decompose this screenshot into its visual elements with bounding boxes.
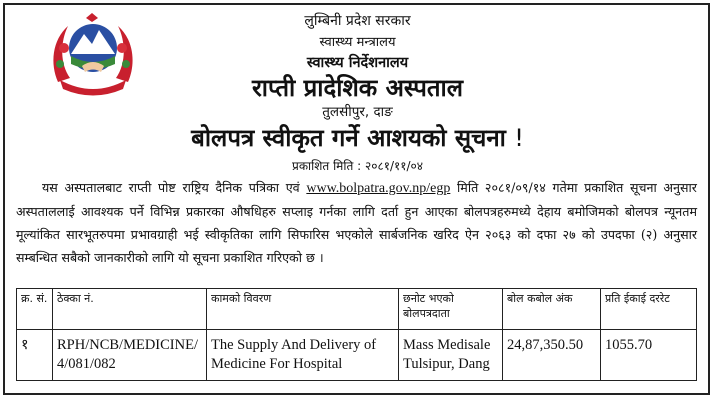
cell-bid-amount: 24,87,350.50	[503, 330, 601, 381]
header-serial-no: क्र. सं.	[17, 289, 53, 330]
awarded-bid-table	[16, 288, 697, 381]
notice-title-text: बोलपत्र स्वीकृत गर्ने आशयको सूचना	[191, 124, 506, 152]
notice-body	[16, 176, 697, 269]
cell-work-description: The Supply And Delivery of Medicine For Hospital	[207, 330, 399, 381]
cell-unit-rate: 1055.70	[601, 330, 697, 381]
cell-selected-bidder: Mass Medisale Tulsipur, Dang	[399, 330, 503, 381]
header-selected-bidder: छनोट भएको बोलपत्रदाता	[399, 289, 503, 330]
cell-contract-no: RPH/NCB/MEDICINE/ 4/081/082	[53, 330, 207, 381]
hospital-name: राप्ती प्रादेशिक अस्पताल	[251, 74, 464, 102]
header-contract-no: ठेक्का नं.	[53, 289, 207, 330]
body-text-before-link: यस अस्पतालबाट राप्ती पोष्ट राष्ट्रिय दैनिक पत्रिका एवं	[42, 180, 300, 195]
ministry-name: स्वास्थ्य मन्त्रालय	[319, 35, 396, 50]
cell-serial-no: १	[17, 330, 53, 381]
emblem-left-rhododendron-wreath	[53, 26, 70, 82]
notice-title-exclamation: !	[514, 124, 524, 152]
hospital-location: तुलसीपुर, दाङ	[322, 104, 393, 120]
table-header-row	[17, 289, 697, 330]
header-work-description: कामको विवरण	[207, 289, 399, 330]
emblem-right-rhododendron-wreath	[116, 26, 133, 82]
notice-title	[0, 126, 715, 150]
published-date: प्रकाशित मिति : २०८१/११/०४	[292, 159, 423, 173]
bolpatra-link[interactable]: www.bolpatra.gov.np/egp	[306, 181, 451, 196]
header-unit-rate: प्रति ईकाई दररेट	[601, 289, 697, 330]
body-text-after-link: मिति २०८१/०९/१४ गतेमा प्रकाशित सूचना अनुसार अस्पताललाई आवश्यक पर्ने विभिन्न प्रकारका औषधिहरु सप्लाइ गर्नका लागि दर्ता हुन आएका बोलपत्रहरुमध्ये देहाय बमोजिमको बोलपत्र न्यूनतम मूल्यांकित सारभूतरुपमा प्रभावग्राही भई स्वीकृतिका लागि सिफारिस भएकोले सार्बजनिक खरिद ऐन २०६३ को दफा २७ को उपदफा (२) अनुसार सम्बन्धित सबैको जानकारीको लागि यो सूचना प्रकाशित गरिएको छ ।	[16, 180, 697, 265]
directorate-name: स्वास्थ्य निर्देशनालय	[306, 55, 409, 71]
table-row	[17, 330, 697, 381]
header-bid-amount: बोल कबोल अंक	[503, 289, 601, 330]
government-name: लुम्बिनी प्रदेश सरकार	[304, 13, 411, 29]
